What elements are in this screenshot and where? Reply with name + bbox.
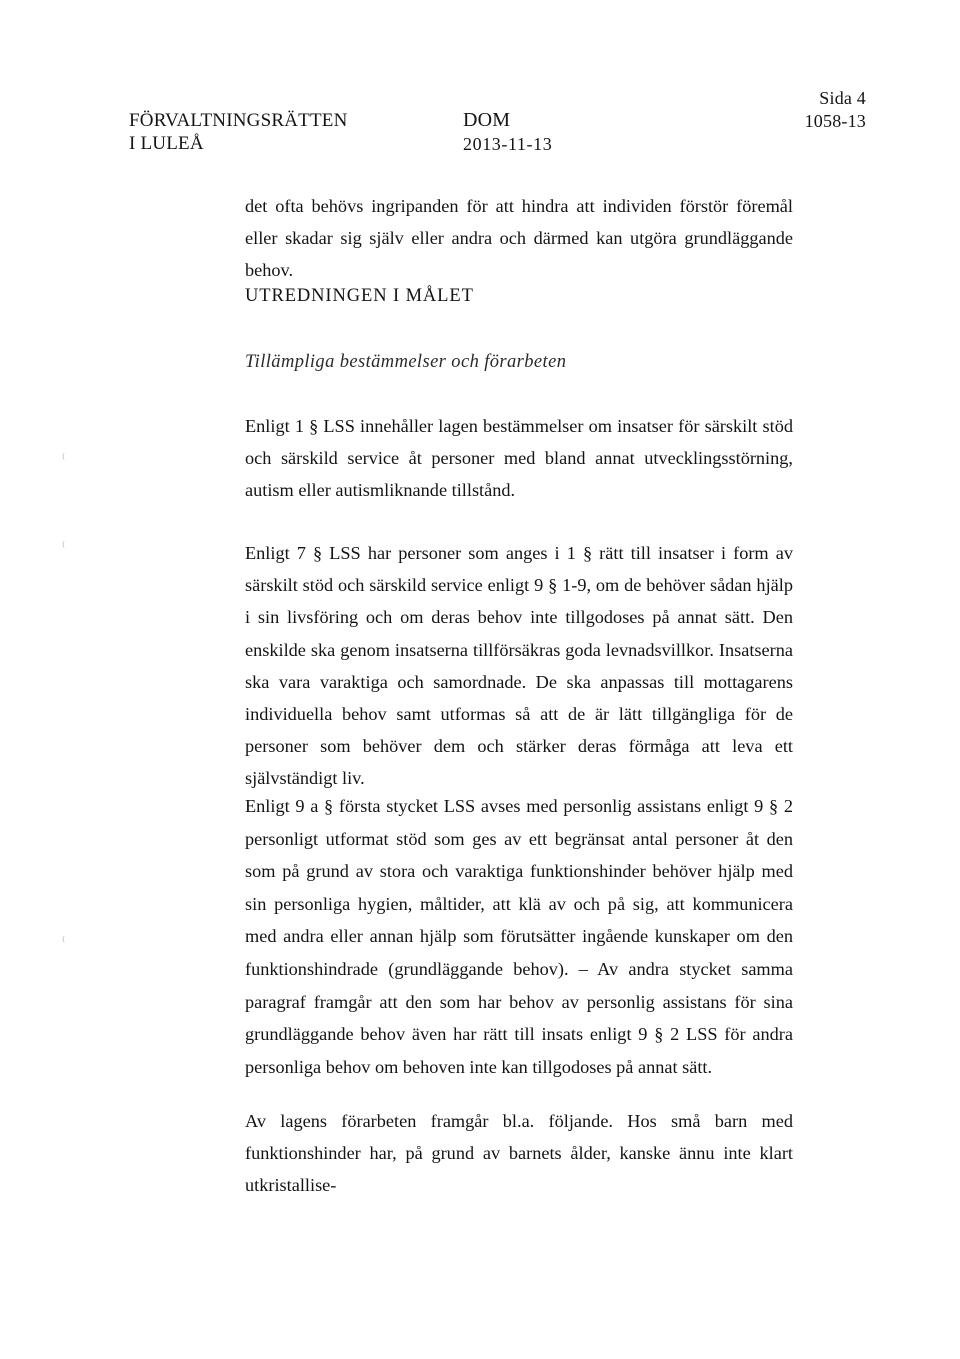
- paragraph-5: [245, 1105, 793, 1202]
- case-number: 1058-13: [804, 111, 866, 131]
- court-name-line2: I LULEÅ: [129, 133, 204, 154]
- paragraph-1-text: det ofta behövs ingripanden för att hindra att individen förstör föremål eller skadar sig själv eller andra och därmed kan utgöra grundläggande behov.: [245, 196, 793, 281]
- paragraph-4: [245, 790, 793, 1083]
- page-info: [805, 87, 866, 133]
- section-heading: UTREDNINGEN I MÅLET: [245, 286, 474, 306]
- scan-artifact-mark: ⁽: [62, 452, 66, 467]
- court-name-line1: FÖRVALTNINGSRÄTTEN: [129, 110, 348, 131]
- paragraph-3-text: Enligt 7 § LSS har personer som anges i 1 § rätt till insatser i form av särskilt stöd och särskild service enligt 9 § 1-9, om de behöver sådan hjälp i sin livsföring och om deras behov inte tillgodoses på annat sätt. Den enskilde ska genom insatserna tillförsäkras goda levnadsvillkor. Insatserna ska vara varaktiga och samordnade. De ska anpassas till mottagarens individuella behov samt utformas så att de är lätt tillgängliga för de personer som behöver dem och stärker deras förmåga att leva ett självständigt liv.: [245, 543, 793, 789]
- court-name: [129, 109, 348, 155]
- scan-artifact-mark: ⁽: [62, 935, 66, 950]
- section-subheading: Tillämpliga bestämmelser och förarbeten: [245, 352, 567, 372]
- paragraph-1: [245, 190, 793, 287]
- page-number: Sida 4: [819, 88, 866, 108]
- scan-artifact-mark: ⁽: [62, 540, 66, 555]
- document-type-block: [463, 109, 552, 156]
- paragraph-2-text: Enligt 1 § LSS innehåller lagen bestämmelser om insatser för särskilt stöd och särskild service åt personer med bland annat utvecklingsstörning, autism eller autismliknande tillstånd.: [245, 416, 793, 501]
- document-date: 2013-11-13: [463, 134, 553, 154]
- paragraph-2: [245, 410, 793, 507]
- paragraph-5-text: Av lagens förarbeten framgår bl.a. följande. Hos små barn med funktionshinder har, på grund av barnets ålder, kanske ännu inte klart utkristallise-: [245, 1111, 793, 1196]
- paragraph-3: [245, 537, 793, 795]
- paragraph-4-text: Enligt 9 a § första stycket LSS avses med personlig assistans enligt 9 § 2 personligt utformat stöd som ges av ett begränsat antal personer åt den som på grund av stora och varaktiga funktionshinder behöver hjälp med sin personliga hygien, måltider, att klä av och på sig, att kommunicera med andra eller annan hjälp som förutsätter ingående kunskaper om den funktionshindrade (grundläggande behov). – Av andra stycket samma paragraf framgår att den som har behov av personlig assistans för sina grundläggande behov även har rätt till insats enligt 9 § 2 LSS för andra personliga behov om behoven inte kan tillgodoses på annat sätt.: [245, 796, 793, 1077]
- document-type: DOM: [463, 109, 511, 131]
